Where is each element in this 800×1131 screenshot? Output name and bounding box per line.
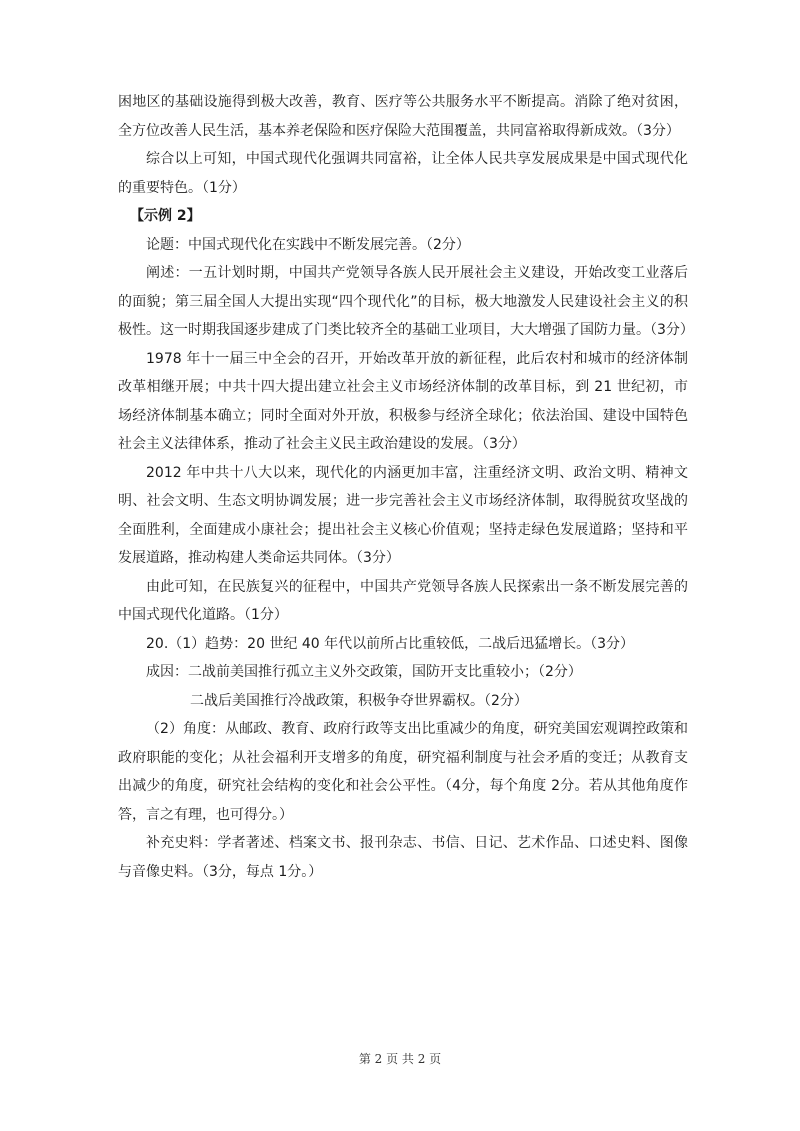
paragraph-q20-cause-1: 成因：二战前美国推行孤立主义外交政策，国防开支比重较小；（2分）	[146, 664, 582, 680]
page-footer: 第 2 页 共 2 页	[358, 1052, 442, 1066]
example-2-heading: 【示例 2】	[130, 208, 201, 224]
paragraph-poverty-continuation: 困地区的基础设施得到极大改善，教育、医疗等公共服务水平不断提高。消除了绝对贫困，全方位改善人民生活，基本养老保险和医疗保险大范围覆盖，共同富裕取得新成效。（3分）	[118, 94, 688, 139]
paragraph-conclusion: 由此可知，在民族复兴的征程中，中国共产党领导各族人民探索出一条不断发展完善的中国式现代化道路。（1分）	[118, 578, 688, 623]
paragraph-elaboration: 阐述：一五计划时期，中国共产党领导各族人民开展社会主义建设，开始改变工业落后的面貌；第三届全国人大提出实现“四个现代化”的目标，极大地激发人民建设社会主义的积极性。这一时期我国逐步建成了门类比较齐全的基础工业项目，大大增强了国防力量。（3分）	[118, 265, 694, 338]
paragraph-q20-cause-2: 二战后美国推行冷战政策，积极争夺世界霸权。（2分）	[190, 692, 528, 709]
paragraph-supplementary-sources: 补充史料：学者著述、档案文书、报刊杂志、书信、日记、艺术作品、口述史料、图像与音像史料。（3分，每点 1分。）	[118, 835, 688, 880]
paragraph-thesis: 论题：中国式现代化在实践中不断发展完善。（2分）	[146, 236, 470, 253]
paragraph-2012: 2012 年中共十八大以来，现代化的内涵更加丰富，注重经济文明、政治文明、精神文明、社会文明、生态文明协调发展；进一步完善社会主义市场经济体制，取得脱贫攻坚战的全面胜利，全面建成小康社会；提出社会主义核心价值观；坚持走绿色发展道路；坚持和平发展道路，推动构建人类命运共同体。（3分）	[118, 464, 688, 566]
paragraph-q20-angles: （2）角度：从邮政、教育、政府行政等支出比重减少的角度，研究美国宏观调控政策和政府职能的变化；从社会福利开支增多的角度，研究福利制度与社会矛盾的变迁；从教育支出减少的角度，研究社会结构的变化和社会公平性。（4分，每个角度 2分。若从其他角度作答，言之有理，也可得分。）	[118, 721, 688, 823]
paragraph-q20-trend: 20.（1）趋势：20 世纪 40 年代以前所占比重较低，二战后迅猛增长。（3分）	[146, 635, 635, 652]
document-body	[118, 88, 694, 886]
paragraph-summary-1: 综合以上可知，中国式现代化强调共同富裕，让全体人民共享发展成果是中国式现代化的重要特色。（1分）	[118, 151, 688, 196]
paragraph-1978: 1978 年十一届三中全会的召开，开始改革开放的新征程，此后农村和城市的经济体制改革相继开展；中共十四大提出建立社会主义市场经济体制的改革目标，到 21 世纪初，市场经济体制基本确立；同时全面对外开放，积极参与经济全球化；依法治国、建设中国特色社会主义法律体系，推动了社会主义民主政治建设的发展。（3分）	[118, 350, 688, 452]
